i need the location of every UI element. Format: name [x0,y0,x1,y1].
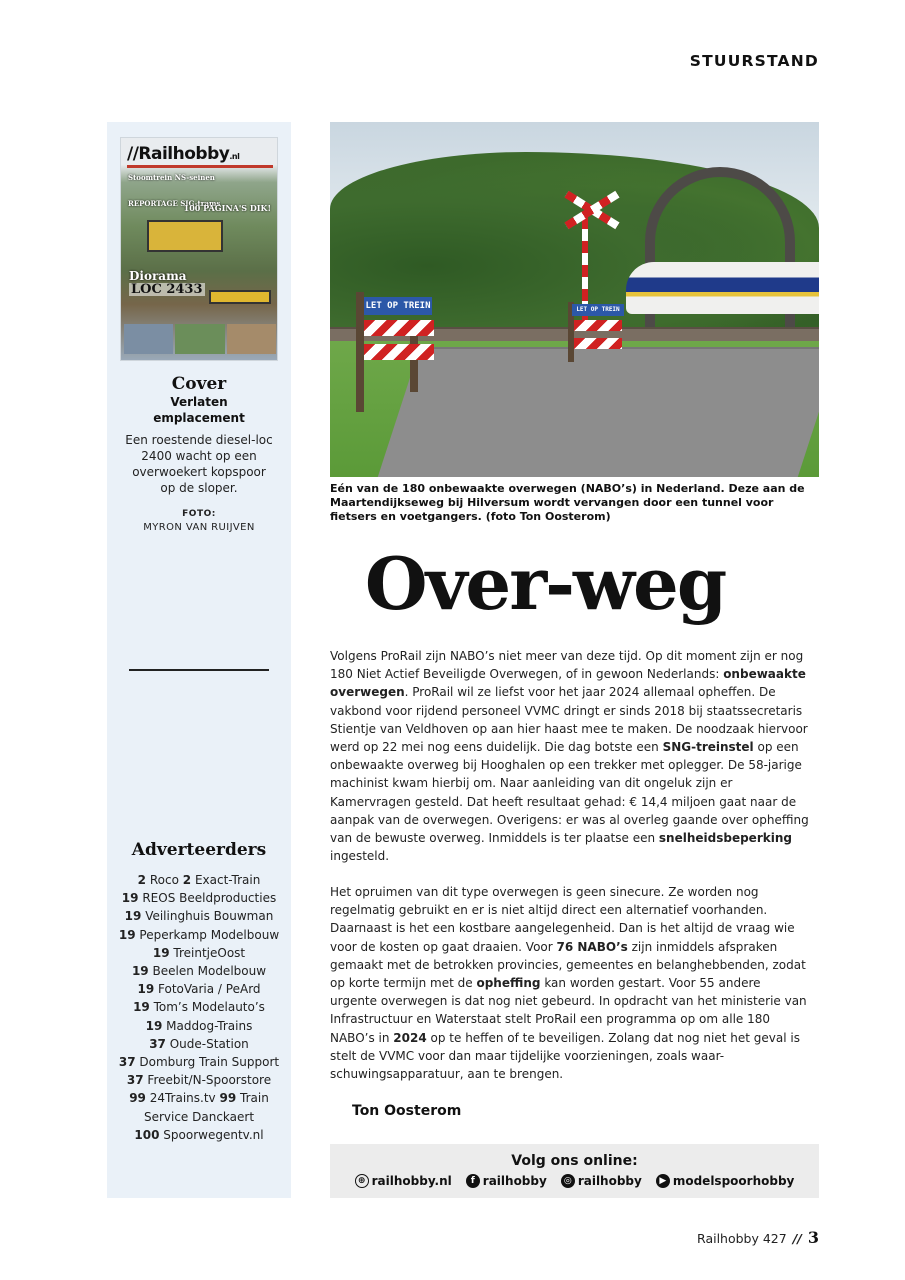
photo-post [356,292,364,412]
youtube-link[interactable]: ▶ modelspoorhobby [656,1174,795,1188]
advertiser-item: 19 Peperkamp Modelbouw [118,927,280,942]
divider [129,669,269,671]
advertiser-item: 19 TreintjeOost [152,945,246,960]
advertiser-item: 19 Beelen Modelbouw [131,964,267,979]
instagram-icon: ◎ [561,1174,575,1188]
footer-magazine: Railhobby 427 [697,1231,787,1246]
photo-train [626,262,819,314]
cover-teaser: LOC 2433 [131,282,203,297]
photo-barrier [574,320,622,331]
advertiser-item: 37 Oude-Station [149,1036,249,1051]
sidebar [107,122,291,1198]
article-author: Ton Oosterom [352,1103,462,1119]
footer-separator: // [792,1231,802,1246]
photo-warning-sign: LET OP TREIN [364,297,432,315]
photo-credit: MYRON VAN RUIJVEN [143,522,255,533]
cover-locomotive [209,290,271,304]
advertiser-item: 2 Roco 2 Exact-Train [137,873,261,887]
youtube-icon: ▶ [656,1174,670,1188]
advertisers-list [107,871,291,1144]
photo-barrier [574,338,622,349]
advertisers-title: Adverteerders [131,840,267,860]
section-label: STUURSTAND [689,52,819,70]
cover-subtitle: Verlaten emplacement [153,395,245,425]
page-number: 3 [807,1228,819,1247]
photo-caption: Eén van de 180 onbewaakte overwegen (NABO’s) in Nederland. Deze aan de Maartendijkseweg bij Hilversum wordt vervangen door een tunnel voor fietsers en voetgangers. (foto Ton Oosterom) [330,482,805,523]
cover-teaser: Diorama [129,269,187,283]
advertiser-item: 19 REOS Beeldproducties [121,891,277,906]
magazine-cover-image[interactable] [120,137,278,361]
advertiser-item: 19 Tom’s Modelauto’s [133,1000,265,1015]
globe-icon: ⊕ [355,1174,369,1188]
level-crossing-photo[interactable] [330,122,819,477]
cover-description: Een roestende diesel-loc 2400 wacht op een overwoekert kopspoor op de sloper. [125,433,273,495]
social-links [330,1174,819,1188]
advertiser-item: 100 Spoorwegentv.nl [134,1127,264,1142]
cover-locomotive [147,220,223,252]
website-link[interactable]: ⊕ railhobby.nl [355,1174,452,1188]
photo-bike-path [375,347,819,477]
photo-warning-sign: LET OP TREIN [572,304,624,316]
article-paragraph: Het opruimen van dit type overwegen is geen sinecure. Ze worden nog regelmatig gebruikt en er is niet altijd direct een alternatief voorhanden. Daarnaast is het een kostbare aangelegenheid. Dan is het altijd de vraag wie voor de kosten op gaat draaien. Voor 76 NABO’s zijn inmiddels afspraken gemaakt met de betrokken provincies, gemeentes en belanghebbenden, zodat op korte termijn met de opheffing kan worden gestart. Voor 55 andere urgente overwegen is dat nog niet gebeurd. In opdracht van het ministerie van Infrastructuur en Waterstaat stelt ProRail een programma op om alle 180 NABO’s in 2024 op te heffen of te beveiligen. Zolang dat nog niet het geval is stelt de VVMC voor dan maar tijdelijke voorzieningen, zoals waar-schuwingsapparatuur, aan te brengen. [330,885,807,1082]
cover-thumbnails [124,324,276,354]
advertiser-item: 19 Veilinghuis Bouwman [124,909,274,924]
advertiser-item: 19 Maddog-Trains [145,1018,253,1033]
advertiser-item: 37 Freebit/N-Spoorstore [126,1073,272,1088]
cover-logo: //Railhobby.nl [127,144,240,164]
cover-title: Cover [171,374,227,394]
follow-title: Volg ons online: [511,1153,638,1169]
facebook-icon: f [466,1174,480,1188]
cover-teaser: Stoomtrein NS-seinen [128,173,215,182]
cover-teaser: REPORTAGE SIG-trams [128,199,221,208]
follow-online-box [330,1144,819,1198]
photo-barrier [364,320,434,336]
page-footer [697,1228,819,1247]
advertiser-item: 19 FotoVaria / PeArd [137,982,261,997]
advertiser-item: 37 Domburg Train Support [118,1055,280,1070]
photo-label: FOTO: [182,509,216,519]
photo-crossbuck [562,190,622,230]
cover-teaser: 100 PAGINA'S DIK! [183,203,271,213]
facebook-link[interactable]: f railhobby [466,1174,547,1188]
photo-barrier [364,344,434,360]
instagram-link[interactable]: ◎ railhobby [561,1174,642,1188]
article-headline: Over-weg [364,541,726,626]
article-paragraph: Volgens ProRail zijn NABO’s niet meer van deze tijd. Op dit moment zijn er nog 180 Niet Actief Beveiligde Overwegen, of in gewoon Nederlands: onbewaakte overwegen. ProRail wil ze liefst voor het jaar 2024 allemaal opheffen. De vakbond voor rijdend personeel VVMC dringt er sinds 2018 bij staatssecretaris Stientje van Veldhoven op aan hier haast mee te maken. De noodzaak hiervoor werd op 22 mei nog eens duidelijk. Die dag botste een SNG-treinstel op een onbewaakte overweg bij Hooghalen op een trekker met oplegger. De 58-jarige machinist kwam hierbij om. Naar aanleiding van dit ongeluk zijn er Kamervragen gesteld. Dat heeft resultaat gehad: € 14,4 miljoen gaat naar de aanpak van de overwegen. Overigens: er was al overleg gaande over opheffing van de bewuste overweg. Inmiddels is ter plaatse een snelheidsbeperking ingesteld. [330,649,809,864]
advertiser-item: 99 24Trains.tv 99 Train Service Danckaert [129,1091,269,1124]
cover-strip [127,165,273,168]
